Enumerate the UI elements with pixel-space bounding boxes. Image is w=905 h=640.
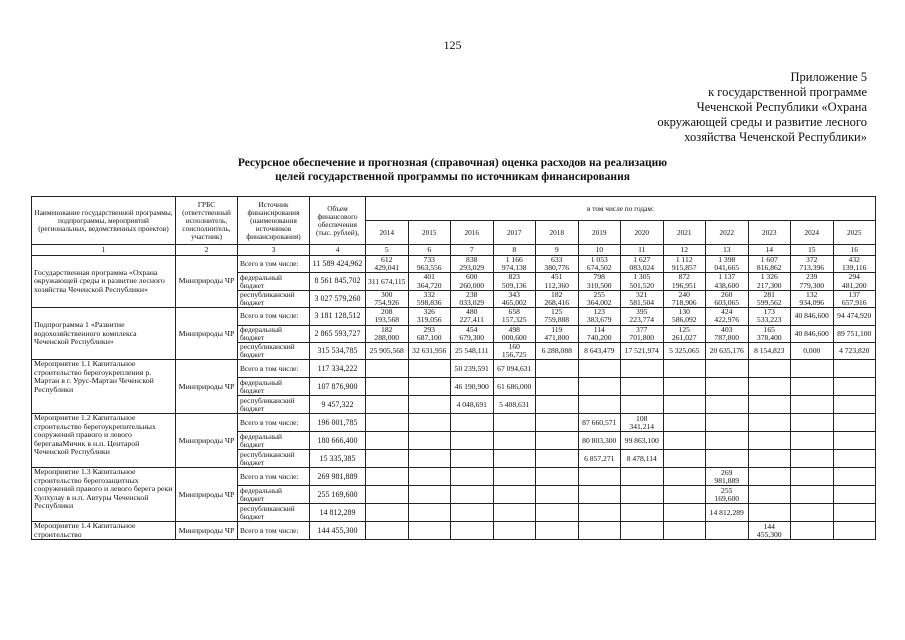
- header-year: 2025: [833, 221, 876, 245]
- column-number: 3: [238, 245, 310, 256]
- year-value: [748, 396, 791, 414]
- year-value: [451, 450, 494, 468]
- funding-source: Всего в том числе:: [238, 360, 310, 378]
- year-value: 87 660,571: [578, 414, 621, 432]
- year-value: [493, 414, 536, 432]
- year-value: 8 478,114: [621, 450, 664, 468]
- year-value: [451, 522, 494, 540]
- year-value: 8 154,823: [748, 343, 791, 360]
- year-value: 311 674,115: [366, 273, 409, 290]
- year-value: [748, 432, 791, 450]
- year-value: [748, 360, 791, 378]
- year-value: 67 094,631: [493, 360, 536, 378]
- year-value: [748, 504, 791, 522]
- year-value: 480 227,411: [451, 308, 494, 325]
- item-name: Мероприятие 1.4 Капитальное строительство: [32, 522, 176, 540]
- item-name: Государственная программа «Охрана окружающей среды и развитие лесного хозяйства Чеченской Республики»: [32, 256, 176, 308]
- year-value: [791, 414, 834, 432]
- year-value: [748, 468, 791, 486]
- year-value: 132 934,096: [791, 290, 834, 307]
- year-value: 99 863,100: [621, 432, 664, 450]
- year-value: 1 607 816,862: [748, 256, 791, 273]
- year-value: [493, 468, 536, 486]
- year-value: [621, 360, 664, 378]
- funding-volume: 144 455,300: [310, 522, 366, 540]
- year-value: [366, 486, 409, 504]
- year-value: [791, 522, 834, 540]
- year-value: 25 905,568: [366, 343, 409, 360]
- year-value: [451, 468, 494, 486]
- year-value: [408, 522, 451, 540]
- year-value: [663, 378, 706, 396]
- year-value: [536, 522, 579, 540]
- year-value: 326 319,056: [408, 308, 451, 325]
- year-value: 0,000: [791, 343, 834, 360]
- year-value: [493, 450, 536, 468]
- column-number: 7: [451, 245, 494, 256]
- year-value: 165 378,400: [748, 325, 791, 342]
- year-value: [706, 378, 749, 396]
- year-value: 1 053 674,502: [578, 256, 621, 273]
- title-line: Ресурсное обеспечение и прогнозная (справочная) оценка расходов на реализацию: [237, 157, 668, 169]
- financing-table: [31, 196, 876, 540]
- year-value: [536, 378, 579, 396]
- header-year: 2023: [748, 221, 791, 245]
- year-value: [408, 504, 451, 522]
- year-value: [578, 468, 621, 486]
- year-value: 4 723,820: [833, 343, 876, 360]
- year-value: 872 196,951: [663, 273, 706, 290]
- column-number: 8: [493, 245, 536, 256]
- year-value: 8 643,479: [578, 343, 621, 360]
- year-value: 89 751,100: [833, 325, 876, 342]
- year-value: 612 429,041: [366, 256, 409, 273]
- funding-source: федеральный бюджет: [238, 486, 310, 504]
- year-value: [493, 522, 536, 540]
- column-number: 14: [748, 245, 791, 256]
- year-value: [493, 504, 536, 522]
- funding-source: республиканский бюджет: [238, 290, 310, 307]
- year-value: 94 474,920: [833, 308, 876, 325]
- year-value: 332 598,836: [408, 290, 451, 307]
- year-value: 269 981,889: [706, 468, 749, 486]
- appendix-line: к государственной программе: [708, 85, 867, 99]
- year-value: 454 679,300: [451, 325, 494, 342]
- year-value: [663, 450, 706, 468]
- year-value: [706, 360, 749, 378]
- item-grbs: Минприроды ЧР: [176, 522, 238, 540]
- year-value: 137 657,916: [833, 290, 876, 307]
- funding-source: федеральный бюджет: [238, 273, 310, 290]
- year-value: 6 857,271: [578, 450, 621, 468]
- header-year: 2018: [536, 221, 579, 245]
- year-value: [621, 468, 664, 486]
- year-value: 240 718,906: [663, 290, 706, 307]
- header-volume: Объем финансового обеспечения (тыс. рублей),: [310, 197, 366, 245]
- year-value: [578, 486, 621, 504]
- funding-volume: 315 534,785: [310, 343, 366, 360]
- year-value: [408, 396, 451, 414]
- year-value: [536, 450, 579, 468]
- header-grbs: ГРБС (ответственный исполнитель, соисполнитель, участник): [176, 197, 238, 245]
- column-number: 1: [32, 245, 176, 256]
- year-value: 733 963,556: [408, 256, 451, 273]
- year-value: [451, 414, 494, 432]
- year-value: [451, 432, 494, 450]
- year-value: 114 740,200: [578, 325, 621, 342]
- year-value: 377 701,800: [621, 325, 664, 342]
- column-number: 5: [366, 245, 409, 256]
- year-value: 123 383,679: [578, 308, 621, 325]
- funding-volume: 2 865 593,727: [310, 325, 366, 342]
- year-value: [833, 522, 876, 540]
- funding-source: Всего в том числе:: [238, 308, 310, 325]
- year-value: [578, 522, 621, 540]
- funding-volume: 3 181 128,512: [310, 308, 366, 325]
- header-year: 2019: [578, 221, 621, 245]
- year-value: 424 422,976: [706, 308, 749, 325]
- funding-source: федеральный бюджет: [238, 378, 310, 396]
- document-title: [0, 156, 905, 184]
- year-value: [791, 432, 834, 450]
- year-value: [748, 414, 791, 432]
- year-value: 17 521,974: [621, 343, 664, 360]
- column-number: 11: [621, 245, 664, 256]
- year-value: 20 635,176: [706, 343, 749, 360]
- year-value: [663, 468, 706, 486]
- year-value: [833, 414, 876, 432]
- appendix-line: окружающей среды и развитие лесного: [657, 115, 867, 129]
- header-year: 2021: [663, 221, 706, 245]
- year-value: 50 239,591: [451, 360, 494, 378]
- year-value: 1 112 915,857: [663, 256, 706, 273]
- year-value: 4 048,691: [451, 396, 494, 414]
- item-grbs: Минприроды ЧР: [176, 360, 238, 414]
- year-value: [366, 504, 409, 522]
- year-value: [536, 432, 579, 450]
- year-value: [366, 432, 409, 450]
- year-value: [493, 432, 536, 450]
- year-value: [621, 486, 664, 504]
- year-value: [366, 450, 409, 468]
- year-value: [536, 468, 579, 486]
- year-value: [621, 378, 664, 396]
- year-value: [791, 468, 834, 486]
- year-value: [408, 450, 451, 468]
- funding-volume: 107 876,900: [310, 378, 366, 396]
- funding-source: Всего в том числе:: [238, 256, 310, 273]
- header-year: 2024: [791, 221, 834, 245]
- year-value: [706, 432, 749, 450]
- funding-volume: 15 335,385: [310, 450, 366, 468]
- year-value: [833, 504, 876, 522]
- year-value: [408, 486, 451, 504]
- year-value: 255 364,002: [578, 290, 621, 307]
- year-value: 798 310,500: [578, 273, 621, 290]
- year-value: [833, 450, 876, 468]
- year-value: 255 169,600: [706, 486, 749, 504]
- year-value: 119 471,800: [536, 325, 579, 342]
- year-value: [833, 396, 876, 414]
- year-value: [621, 396, 664, 414]
- table-row: [32, 256, 876, 273]
- year-value: 281 599,562: [748, 290, 791, 307]
- year-value: 372 713,396: [791, 256, 834, 273]
- column-number: 16: [833, 245, 876, 256]
- funding-volume: 255 169,600: [310, 486, 366, 504]
- funding-volume: 9 457,322: [310, 396, 366, 414]
- header-year: 2022: [706, 221, 749, 245]
- year-value: 80 803,300: [578, 432, 621, 450]
- header-source: Источник финансирования (наименования источников финансирования): [238, 197, 310, 245]
- item-name: Мероприятие 1.3 Капитальное строительство берегозащитных сооружений правого и левого берега реки Хулхулау в н.п. Автуры Чеченской Республики: [32, 468, 176, 522]
- year-value: 5 325,065: [663, 343, 706, 360]
- funding-volume: 8 561 845,702: [310, 273, 366, 290]
- year-value: [536, 414, 579, 432]
- year-value: 432 139,116: [833, 256, 876, 273]
- year-value: [833, 378, 876, 396]
- year-value: [451, 486, 494, 504]
- year-value: 300 754,926: [366, 290, 409, 307]
- funding-source: Всего в том числе:: [238, 522, 310, 540]
- year-value: 395 223,774: [621, 308, 664, 325]
- year-value: [366, 396, 409, 414]
- year-value: 1 305 501,520: [621, 273, 664, 290]
- year-value: [663, 396, 706, 414]
- year-value: [706, 396, 749, 414]
- year-value: [366, 378, 409, 396]
- funding-source: республиканский бюджет: [238, 450, 310, 468]
- funding-source: федеральный бюджет: [238, 325, 310, 342]
- column-number: 10: [578, 245, 621, 256]
- year-value: 633 380,776: [536, 256, 579, 273]
- header-year: 2017: [493, 221, 536, 245]
- year-value: 108 341,214: [621, 414, 664, 432]
- year-value: 260 603,065: [706, 290, 749, 307]
- funding-source: Всего в том числе:: [238, 414, 310, 432]
- appendix-block: [537, 70, 867, 145]
- header-year: 2020: [621, 221, 664, 245]
- year-value: [408, 378, 451, 396]
- year-value: 1 398 041,665: [706, 256, 749, 273]
- year-value: [663, 432, 706, 450]
- year-value: 46 190,900: [451, 378, 494, 396]
- column-number: 13: [706, 245, 749, 256]
- year-value: 208 193,568: [366, 308, 409, 325]
- header-year: 2016: [451, 221, 494, 245]
- year-value: [536, 486, 579, 504]
- year-value: [748, 378, 791, 396]
- year-value: 294 481,200: [833, 273, 876, 290]
- column-number: 6: [408, 245, 451, 256]
- year-value: 401 364,720: [408, 273, 451, 290]
- year-value: [578, 378, 621, 396]
- table-row: [32, 522, 876, 540]
- column-number: 4: [310, 245, 366, 256]
- appendix-line: Приложение 5: [790, 70, 867, 84]
- year-value: [578, 504, 621, 522]
- year-value: [621, 504, 664, 522]
- year-value: [578, 360, 621, 378]
- year-value: 5 408,631: [493, 396, 536, 414]
- year-value: [706, 450, 749, 468]
- year-value: [578, 396, 621, 414]
- year-value: [791, 504, 834, 522]
- appendix-line: Чеченской Республики «Охрана: [696, 100, 867, 114]
- year-value: 823 509,136: [493, 273, 536, 290]
- year-value: 343 465,002: [493, 290, 536, 307]
- funding-volume: 196 001,785: [310, 414, 366, 432]
- table-row: [32, 308, 876, 325]
- year-value: [791, 378, 834, 396]
- year-value: 25 548,111: [451, 343, 494, 360]
- year-value: 61 686,000: [493, 378, 536, 396]
- funding-volume: 180 666,400: [310, 432, 366, 450]
- table-row: [32, 468, 876, 486]
- header-years-group: в том числе по годам:: [366, 197, 876, 221]
- year-value: [663, 486, 706, 504]
- year-value: [663, 414, 706, 432]
- year-value: [408, 432, 451, 450]
- title-line: целей государственной программы по источникам финансирования: [275, 171, 630, 183]
- year-value: 160 156,725: [493, 343, 536, 360]
- year-value: 600 260,000: [451, 273, 494, 290]
- funding-volume: 3 027 579,260: [310, 290, 366, 307]
- year-value: 321 581,504: [621, 290, 664, 307]
- year-value: [833, 432, 876, 450]
- year-value: 403 787,800: [706, 325, 749, 342]
- year-value: [408, 360, 451, 378]
- funding-source: республиканский бюджет: [238, 504, 310, 522]
- funding-source: Всего в том числе:: [238, 468, 310, 486]
- item-name: Подпрограмма 1 «Развитие водохозяйственного комплекса Чеченской Республики»: [32, 308, 176, 360]
- year-value: [748, 486, 791, 504]
- year-value: [366, 522, 409, 540]
- item-name: Мероприятие 1.1 Капитальное строительство берегоукрепления р. Мартан в г. Урус-Мартан Чеченской Республики: [32, 360, 176, 414]
- item-grbs: Минприроды ЧР: [176, 308, 238, 360]
- year-value: 40 846,600: [791, 308, 834, 325]
- funding-volume: 269 981,889: [310, 468, 366, 486]
- year-value: [663, 522, 706, 540]
- year-value: 125 759,888: [536, 308, 579, 325]
- year-value: 658 157,325: [493, 308, 536, 325]
- year-value: [833, 486, 876, 504]
- item-grbs: Минприроды ЧР: [176, 468, 238, 522]
- year-value: 144 455,300: [748, 522, 791, 540]
- column-number: 9: [536, 245, 579, 256]
- year-value: 498 000,600: [493, 325, 536, 342]
- year-value: [791, 360, 834, 378]
- year-value: 182 288,000: [366, 325, 409, 342]
- year-value: 130 586,092: [663, 308, 706, 325]
- year-value: [663, 504, 706, 522]
- page-number: 125: [443, 38, 462, 52]
- funding-source: федеральный бюджет: [238, 432, 310, 450]
- year-value: 293 687,100: [408, 325, 451, 342]
- year-value: [408, 414, 451, 432]
- year-value: [791, 486, 834, 504]
- year-value: 451 112,360: [536, 273, 579, 290]
- funding-volume: 117 334,222: [310, 360, 366, 378]
- year-value: [366, 360, 409, 378]
- year-value: 14 812,289: [706, 504, 749, 522]
- year-value: 6 288,088: [536, 343, 579, 360]
- year-value: [536, 360, 579, 378]
- year-value: 173 533,223: [748, 308, 791, 325]
- year-value: [536, 504, 579, 522]
- column-number: 12: [663, 245, 706, 256]
- year-value: 1 326 217,300: [748, 273, 791, 290]
- year-value: 1 166 974,138: [493, 256, 536, 273]
- year-value: [706, 414, 749, 432]
- appendix-line: хозяйства Чеченской Республики»: [684, 130, 867, 144]
- column-number: 2: [176, 245, 238, 256]
- item-grbs: Минприроды ЧР: [176, 256, 238, 308]
- year-value: 239 779,300: [791, 273, 834, 290]
- item-name: Мероприятие 1.2 Капитальное строительство берегоукрепительных сооружений правого и левого берегаваМичик в н.п. Центарой Чеченской Республики: [32, 414, 176, 468]
- funding-source: республиканский бюджет: [238, 396, 310, 414]
- table-row: [32, 360, 876, 378]
- funding-source: республиканский бюджет: [238, 343, 310, 360]
- year-value: [833, 468, 876, 486]
- year-value: [621, 522, 664, 540]
- funding-volume: 11 589 424,962: [310, 256, 366, 273]
- year-value: 182 268,416: [536, 290, 579, 307]
- header-year: 2014: [366, 221, 409, 245]
- year-value: [408, 468, 451, 486]
- year-value: 238 033,029: [451, 290, 494, 307]
- table-row: [32, 414, 876, 432]
- header-year: 2015: [408, 221, 451, 245]
- year-value: [791, 450, 834, 468]
- year-value: [366, 468, 409, 486]
- column-number: 15: [791, 245, 834, 256]
- funding-volume: 14 812,289: [310, 504, 366, 522]
- year-value: [663, 360, 706, 378]
- item-grbs: Минприроды ЧР: [176, 414, 238, 468]
- year-value: [536, 396, 579, 414]
- year-value: 125 261,027: [663, 325, 706, 342]
- year-value: [493, 486, 536, 504]
- year-value: [748, 450, 791, 468]
- header-name: Наименование государственной программы, подпрограммы, мероприятий (региональных, ведомственных проектов): [32, 197, 176, 245]
- year-value: 32 631,956: [408, 343, 451, 360]
- year-value: [833, 360, 876, 378]
- year-value: 838 293,029: [451, 256, 494, 273]
- year-value: 1 627 083,024: [621, 256, 664, 273]
- year-value: [366, 414, 409, 432]
- year-value: [791, 396, 834, 414]
- year-value: [451, 504, 494, 522]
- year-value: 1 137 438,600: [706, 273, 749, 290]
- year-value: 40 846,600: [791, 325, 834, 342]
- year-value: [706, 522, 749, 540]
